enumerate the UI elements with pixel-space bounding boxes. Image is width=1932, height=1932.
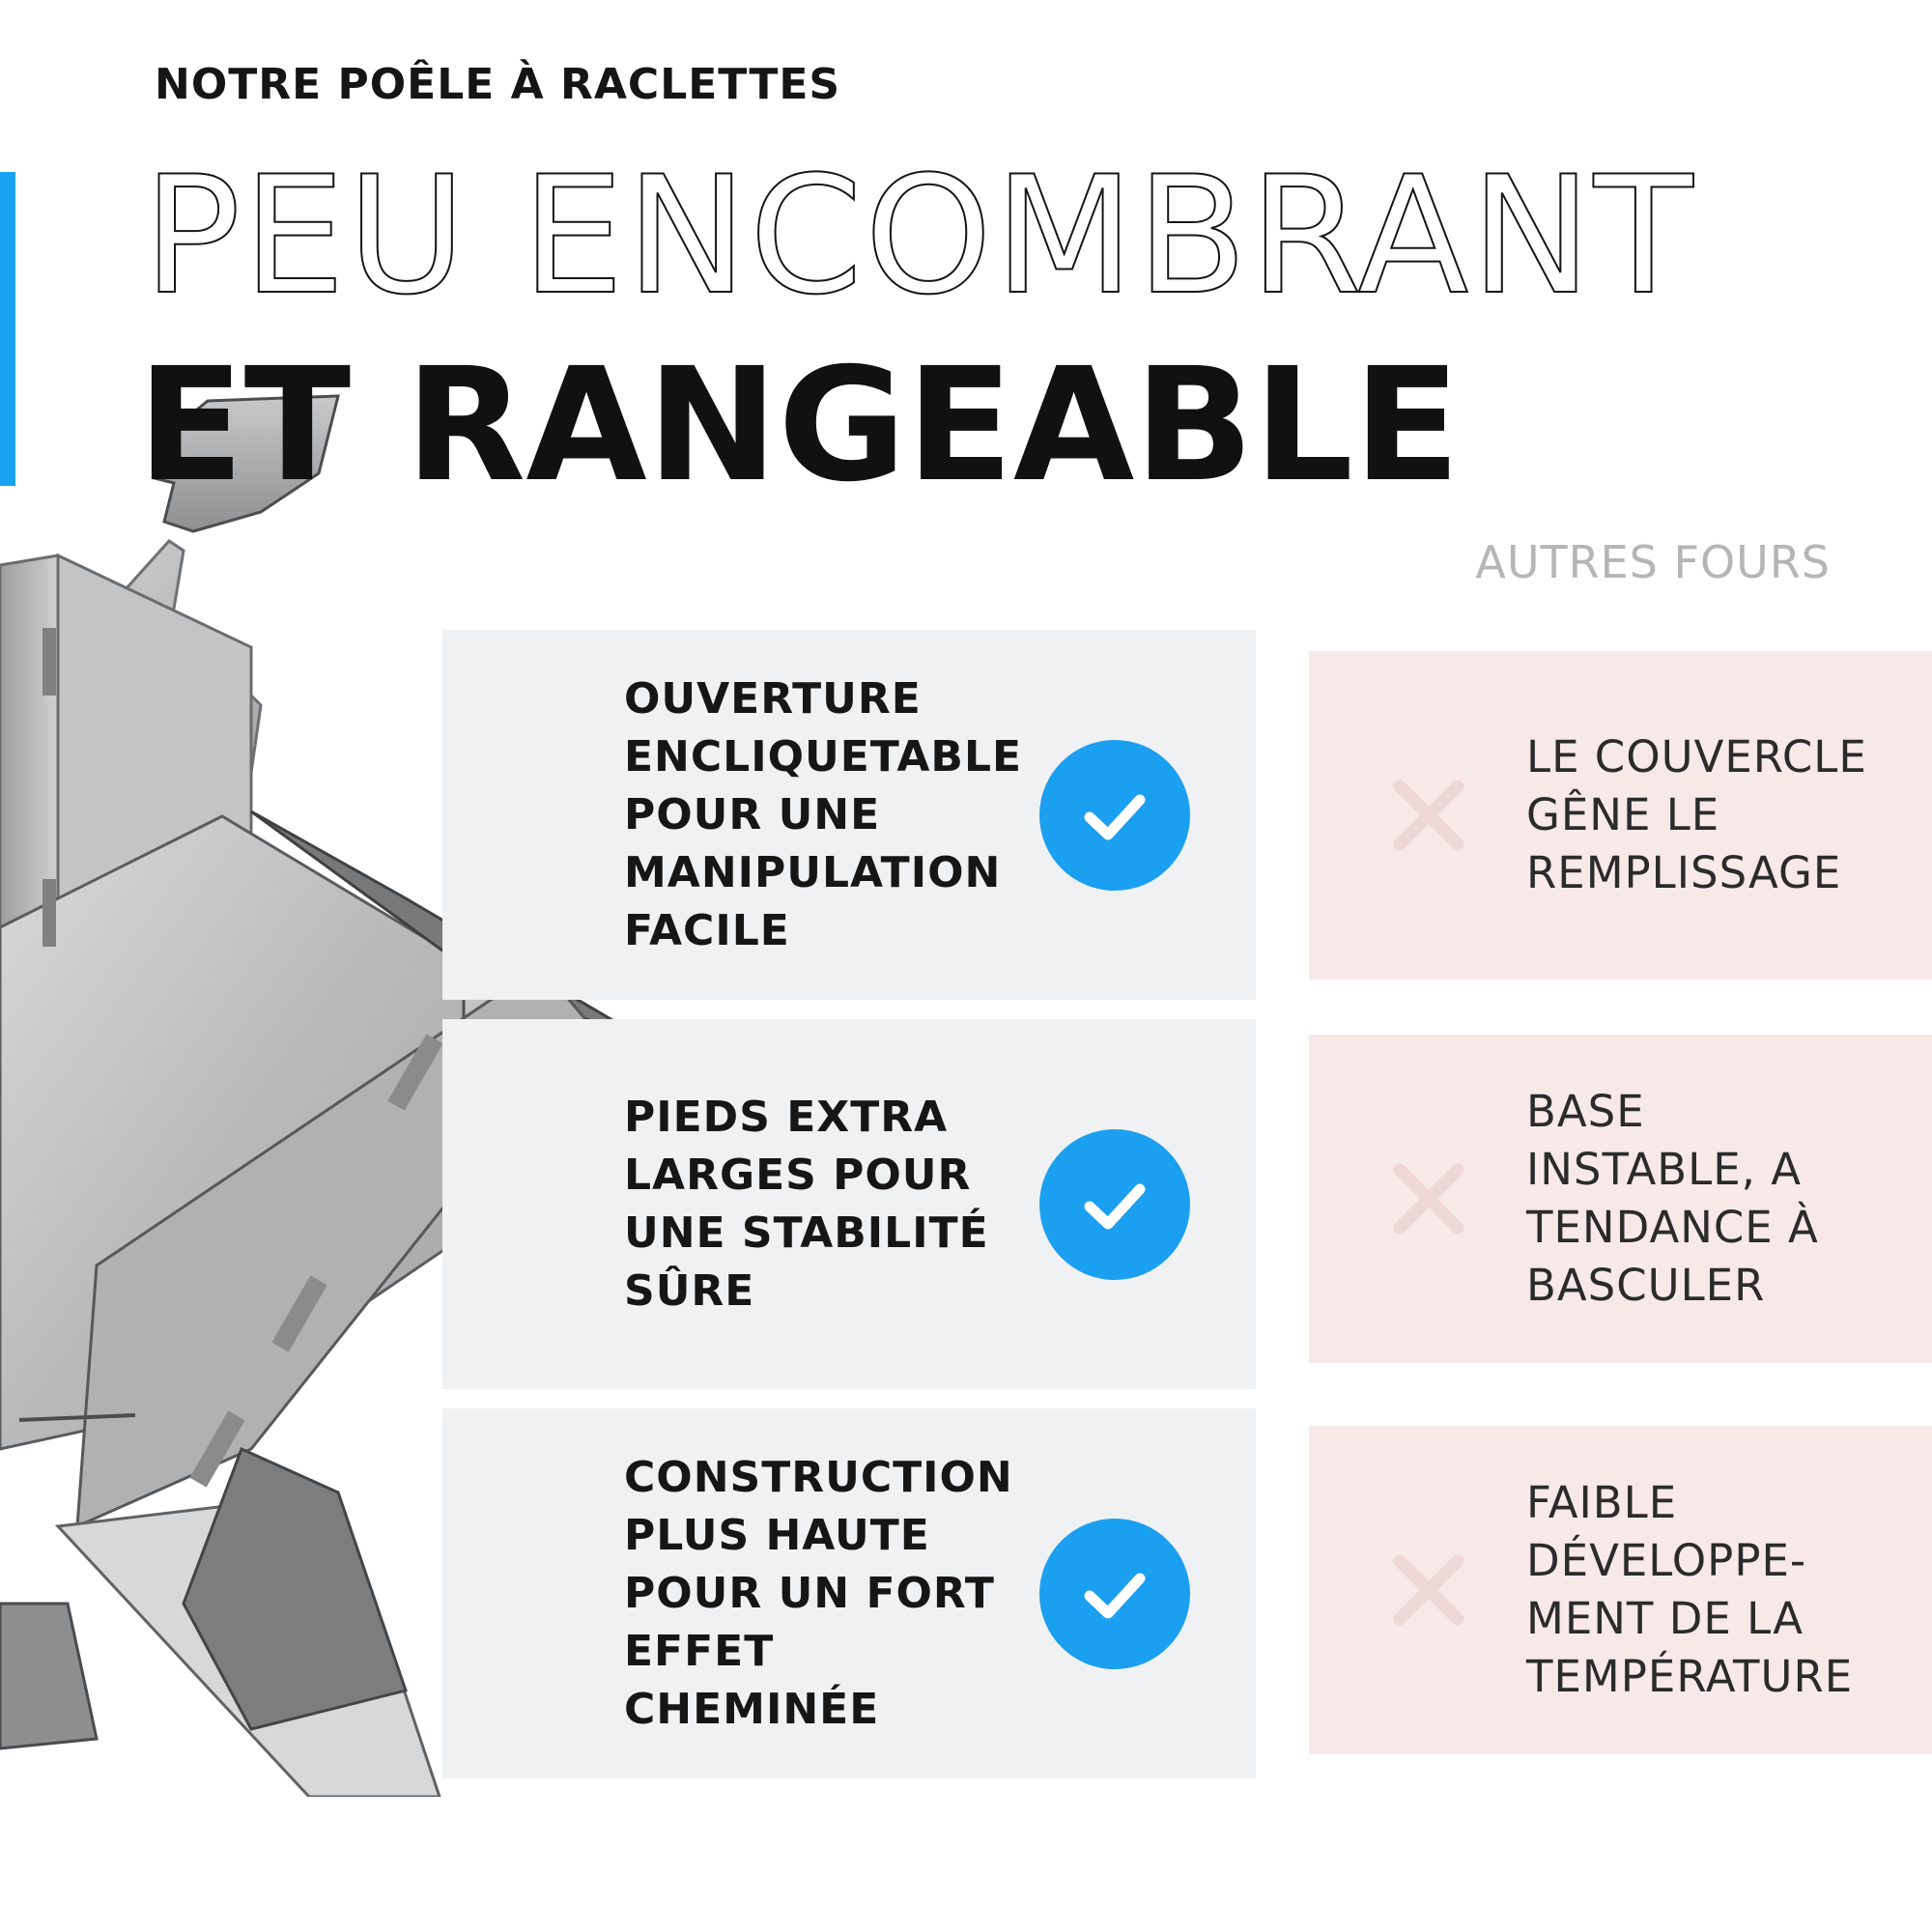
check-icon [1039,740,1190,891]
cross-icon [1392,779,1465,852]
feature-text: CONSTRUCTION PLUS HAUTE POUR UN FORT EFFET CHEMINÉE [624,1452,1013,1734]
drawback-text: FAIBLE DÉVELOPPE- MENT DE LA TEMPÉRATURE [1526,1477,1854,1702]
feature-card [442,1408,1256,1778]
cross-icon [1392,1553,1465,1627]
drawback-card [1309,1426,1932,1754]
drawback-card [1309,1035,1932,1363]
drawback-text: BASE INSTABLE, A TENDANCE À BASCULER [1526,1086,1819,1311]
feature-card [442,630,1256,1000]
feature-text: PIEDS EXTRA LARGES POUR UNE STABILITÉ SÛRE [624,1092,989,1316]
headline-line-1: PEU ENCOMBRANT [143,141,1695,330]
check-icon [1039,1129,1190,1280]
drawback-text: LE COUVERCLE GÊNE LE REMPLISSAGE [1526,731,1867,898]
headline-line-2: ET RANGEABLE [137,335,1461,517]
others-column-label: AUTRES FOURS [1475,536,1831,588]
cross-icon [1392,1162,1465,1236]
feature-text: OUVERTURE ENCLIQUETABLE POUR UNE MANIPULATION FACILE [624,673,1023,955]
drawback-card [1309,651,1932,980]
kicker-label: NOTRE POÊLE À RACLETTES [155,60,841,109]
feature-card [442,1019,1256,1389]
check-icon [1039,1519,1190,1669]
